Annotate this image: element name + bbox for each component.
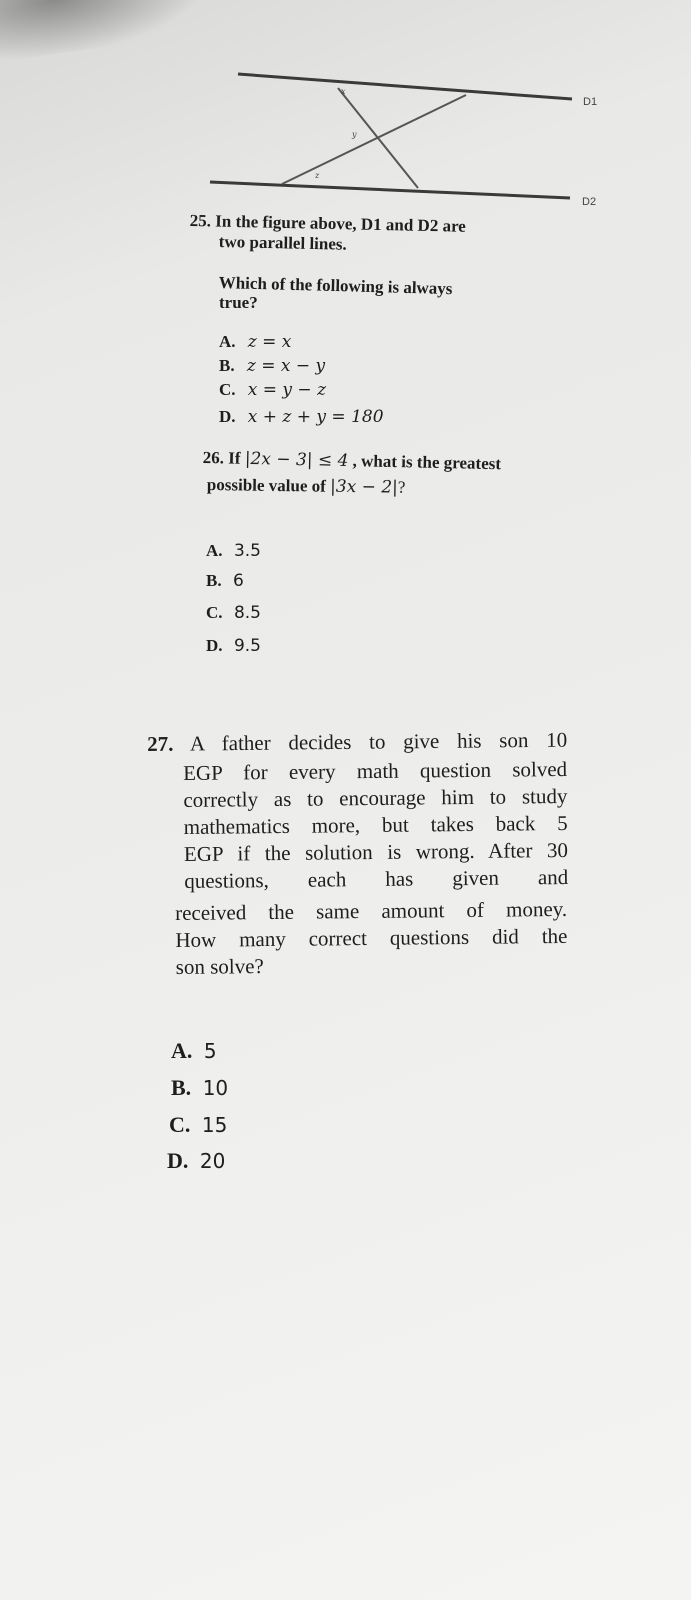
question-number: 26. [202, 448, 225, 468]
question-line: EGP for every math question solved [183, 756, 568, 785]
angle-x-label: x [341, 87, 346, 96]
option-letter: C. [206, 603, 223, 622]
option-letter: A. [171, 1038, 193, 1063]
option-letter: D. [219, 407, 236, 426]
question-line: mathematics more, but takes back 5 [183, 810, 568, 839]
option-text: 3.5 [233, 541, 261, 561]
question-26 [203, 448, 502, 474]
option-d[interactable] [206, 636, 261, 656]
option-letter: C. [169, 1112, 191, 1137]
question-line: How many correct questions did the [175, 923, 568, 952]
option-a[interactable] [219, 332, 291, 352]
question-27-body-2 [175, 896, 568, 981]
question-text: In the figure above, D1 and D2 are [215, 211, 467, 236]
if-word: If [228, 448, 241, 468]
option-d[interactable] [167, 1148, 225, 1174]
option-text: 9.5 [233, 636, 261, 656]
parallel-lines-figure [0, 0, 691, 230]
question-27 [147, 727, 567, 758]
option-text: z = x [247, 332, 292, 352]
question-text: A father decides to give his son 10 [189, 727, 568, 756]
question-number: 27. [147, 731, 174, 756]
question-line: correctly as to encourage him to study [183, 783, 568, 812]
option-letter: B. [219, 356, 235, 375]
option-c[interactable] [219, 380, 326, 400]
option-letter: A. [206, 541, 223, 560]
option-text: 20 [199, 1149, 226, 1173]
option-text: x + z + y = 180 [247, 407, 384, 427]
question-line: received the same amount of money. [175, 896, 568, 925]
option-b[interactable] [206, 571, 244, 591]
label-d1: D1 [583, 96, 598, 108]
angle-z-label: z [315, 171, 320, 180]
line-d2 [210, 182, 570, 198]
condition-expression: |2x − 3| ≤ 4 [244, 448, 349, 472]
question-text-line-2: two parallel lines. [218, 232, 347, 254]
question-text: possible value of [206, 475, 327, 496]
option-text: 5 [203, 1039, 217, 1063]
question-prompt-line-2: true? [219, 293, 258, 312]
line-d1 [238, 74, 572, 99]
question-27-body [183, 756, 568, 895]
question-mark: ? [397, 477, 406, 497]
question-number: 25. [189, 211, 212, 231]
question-line: EGP if the solution is wrong. After 30 [183, 837, 569, 866]
option-letter: D. [206, 636, 223, 655]
transversal-2 [282, 95, 466, 184]
option-c[interactable] [206, 603, 261, 623]
option-b[interactable] [171, 1075, 228, 1101]
question-text: , what is the greatest [352, 451, 502, 474]
option-text: 15 [201, 1113, 228, 1137]
option-letter: A. [219, 332, 236, 351]
label-d2: D2 [582, 196, 597, 208]
question-26-line-2 [207, 475, 406, 498]
option-b[interactable] [219, 356, 325, 376]
option-text: x = y − z [247, 380, 327, 400]
option-letter: C. [219, 380, 236, 399]
option-text: z = x − y [246, 356, 326, 376]
option-a[interactable] [206, 541, 261, 561]
option-text: 8.5 [233, 603, 261, 623]
question-line: questions, each has given and [184, 864, 569, 893]
question-line: son solve? [175, 954, 264, 979]
option-d[interactable] [219, 407, 384, 427]
option-letter: B. [171, 1075, 192, 1100]
option-text: 6 [233, 571, 244, 591]
option-letter: D. [167, 1148, 189, 1173]
target-expression: |3x − 2| [329, 476, 398, 498]
option-letter: B. [206, 571, 222, 590]
question-prompt: Which of the following is always [218, 273, 453, 299]
question-line-1 [147, 727, 567, 758]
option-a[interactable] [171, 1038, 217, 1064]
option-c[interactable] [169, 1112, 227, 1138]
angle-y-label: y [352, 130, 357, 139]
option-text: 10 [202, 1076, 229, 1100]
